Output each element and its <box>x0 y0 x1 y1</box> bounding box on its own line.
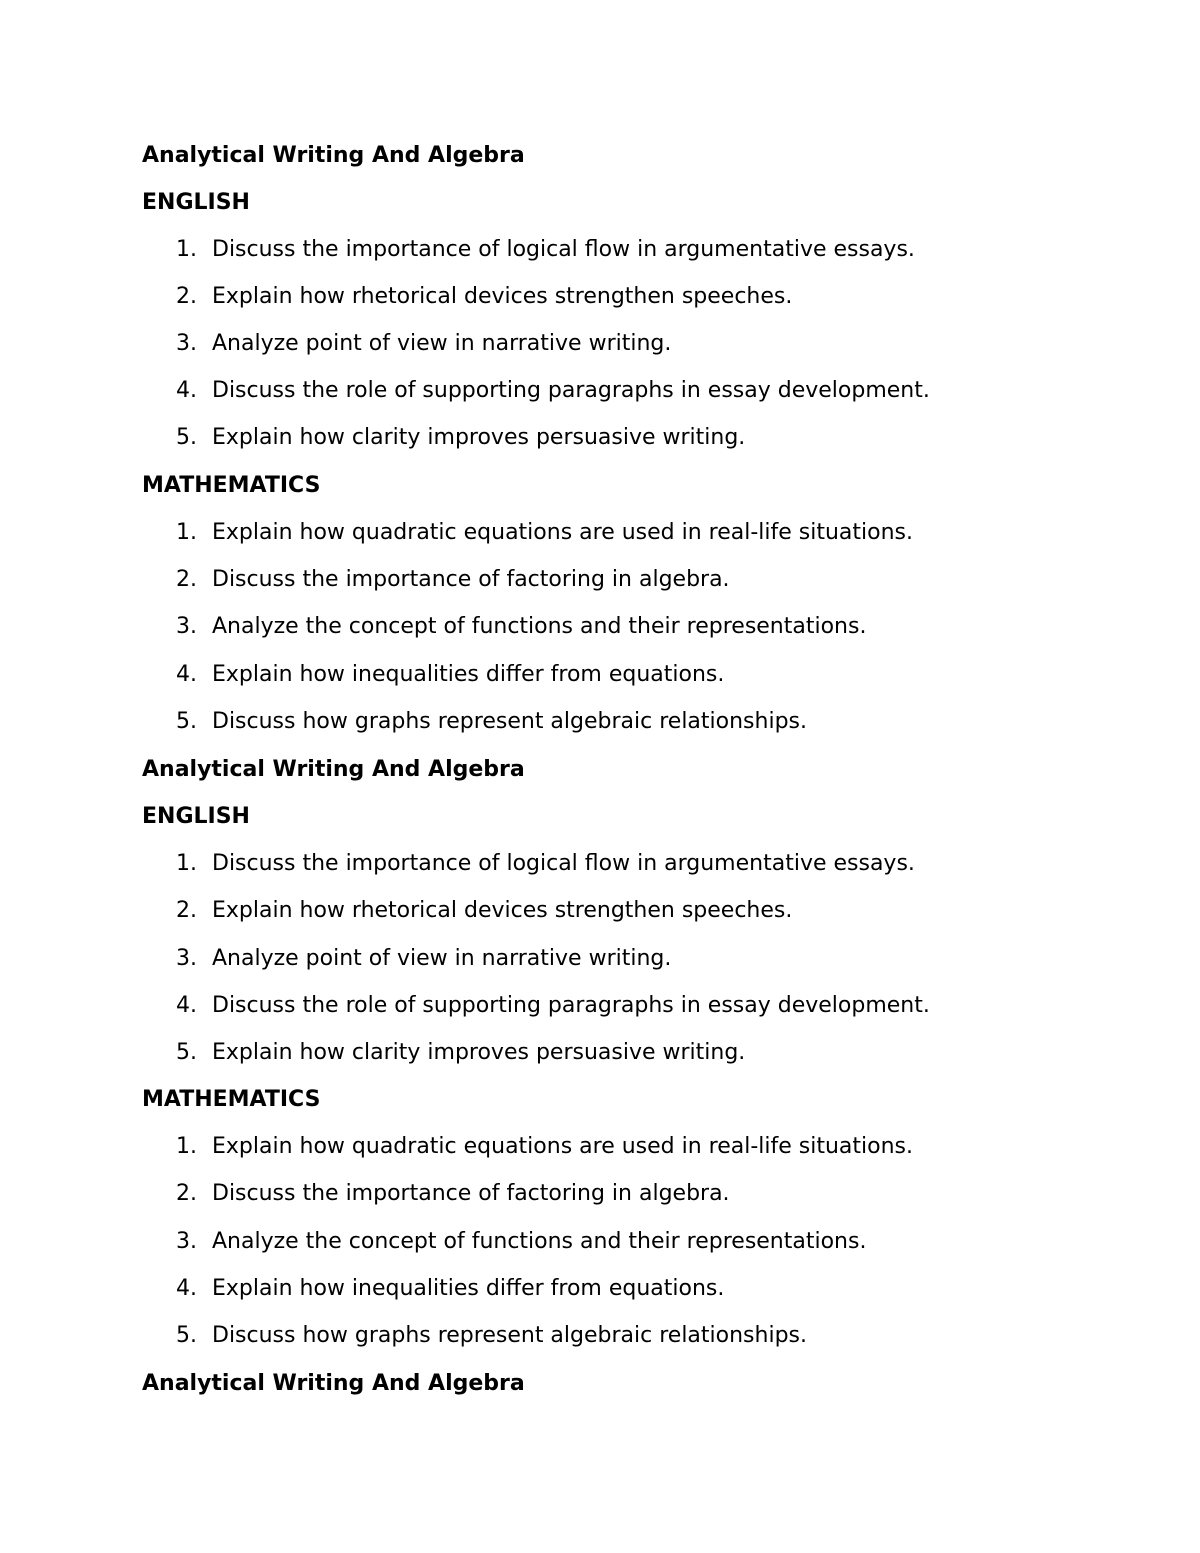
section-heading-english: ENGLISH <box>142 190 250 215</box>
list-item-number: 4. <box>176 378 197 403</box>
list-item <box>176 377 930 405</box>
list-item-text: Explain how inequalities differ from equations. <box>212 662 725 687</box>
list-item-text: Discuss the importance of logical flow in argumentative essays. <box>212 237 915 262</box>
list-item-text: Explain how rhetorical devices strengthen speeches. <box>212 284 793 309</box>
list-item-number: 1. <box>176 851 197 876</box>
list-item-text: Discuss the importance of factoring in algebra. <box>212 1181 730 1206</box>
list-item-number: 2. <box>176 898 197 923</box>
list-item-text: Analyze the concept of functions and their representations. <box>212 614 867 639</box>
list-item-text: Explain how inequalities differ from equations. <box>212 1276 725 1301</box>
list-item-text: Explain how rhetorical devices strengthen speeches. <box>212 898 793 923</box>
list-item-number: 2. <box>176 284 197 309</box>
list-item <box>176 566 730 594</box>
list-item-text: Discuss the role of supporting paragraphs in essay development. <box>212 378 930 403</box>
list-item-number: 3. <box>176 614 197 639</box>
list-item <box>176 424 745 452</box>
list-item-number: 4. <box>176 993 197 1018</box>
list-item <box>176 992 930 1020</box>
list-item-number: 5. <box>176 709 197 734</box>
list-item <box>176 1180 730 1208</box>
list-item <box>176 1039 745 1067</box>
list-item-text: Explain how clarity improves persuasive writing. <box>212 425 746 450</box>
list-item <box>176 850 915 878</box>
list-item-text: Explain how quadratic equations are used in real-life situations. <box>212 1134 914 1159</box>
list-item <box>176 1322 807 1350</box>
list-item-number: 5. <box>176 1323 197 1348</box>
list-item <box>176 613 866 641</box>
list-item <box>176 945 671 973</box>
document-title: Analytical Writing And Algebra <box>142 757 525 782</box>
list-item-number: 4. <box>176 662 197 687</box>
list-item-number: 3. <box>176 1229 197 1254</box>
list-item-text: Analyze point of view in narrative writing. <box>212 331 672 356</box>
list-item <box>176 708 807 736</box>
list-item-text: Discuss the importance of factoring in algebra. <box>212 567 730 592</box>
list-item-text: Analyze the concept of functions and their representations. <box>212 1229 867 1254</box>
list-item-number: 2. <box>176 1181 197 1206</box>
section-heading-english: ENGLISH <box>142 804 250 829</box>
list-item-text: Analyze point of view in narrative writing. <box>212 946 672 971</box>
list-item-number: 1. <box>176 1134 197 1159</box>
document-title: Analytical Writing And Algebra <box>142 1371 525 1396</box>
list-item-number: 3. <box>176 331 197 356</box>
list-item <box>176 661 724 689</box>
list-item <box>176 1275 724 1303</box>
section-heading-mathematics: MATHEMATICS <box>142 1087 321 1112</box>
list-item-text: Explain how quadratic equations are used in real-life situations. <box>212 520 914 545</box>
section-heading-mathematics: MATHEMATICS <box>142 473 321 498</box>
list-item <box>176 283 792 311</box>
list-item <box>176 897 792 925</box>
list-item-text: Discuss how graphs represent algebraic relationships. <box>212 709 807 734</box>
list-item-number: 3. <box>176 946 197 971</box>
list-item-number: 5. <box>176 425 197 450</box>
list-item-number: 1. <box>176 237 197 262</box>
list-item <box>176 330 671 358</box>
list-item-text: Discuss how graphs represent algebraic relationships. <box>212 1323 807 1348</box>
list-item <box>176 1228 866 1256</box>
list-item <box>176 519 913 547</box>
list-item-text: Explain how clarity improves persuasive writing. <box>212 1040 746 1065</box>
list-item-number: 5. <box>176 1040 197 1065</box>
list-item-text: Discuss the role of supporting paragraphs in essay development. <box>212 993 930 1018</box>
list-item-number: 4. <box>176 1276 197 1301</box>
list-item-number: 1. <box>176 520 197 545</box>
list-item-text: Discuss the importance of logical flow in argumentative essays. <box>212 851 915 876</box>
list-item-number: 2. <box>176 567 197 592</box>
list-item <box>176 236 915 264</box>
list-item <box>176 1133 913 1161</box>
document-title: Analytical Writing And Algebra <box>142 143 525 168</box>
